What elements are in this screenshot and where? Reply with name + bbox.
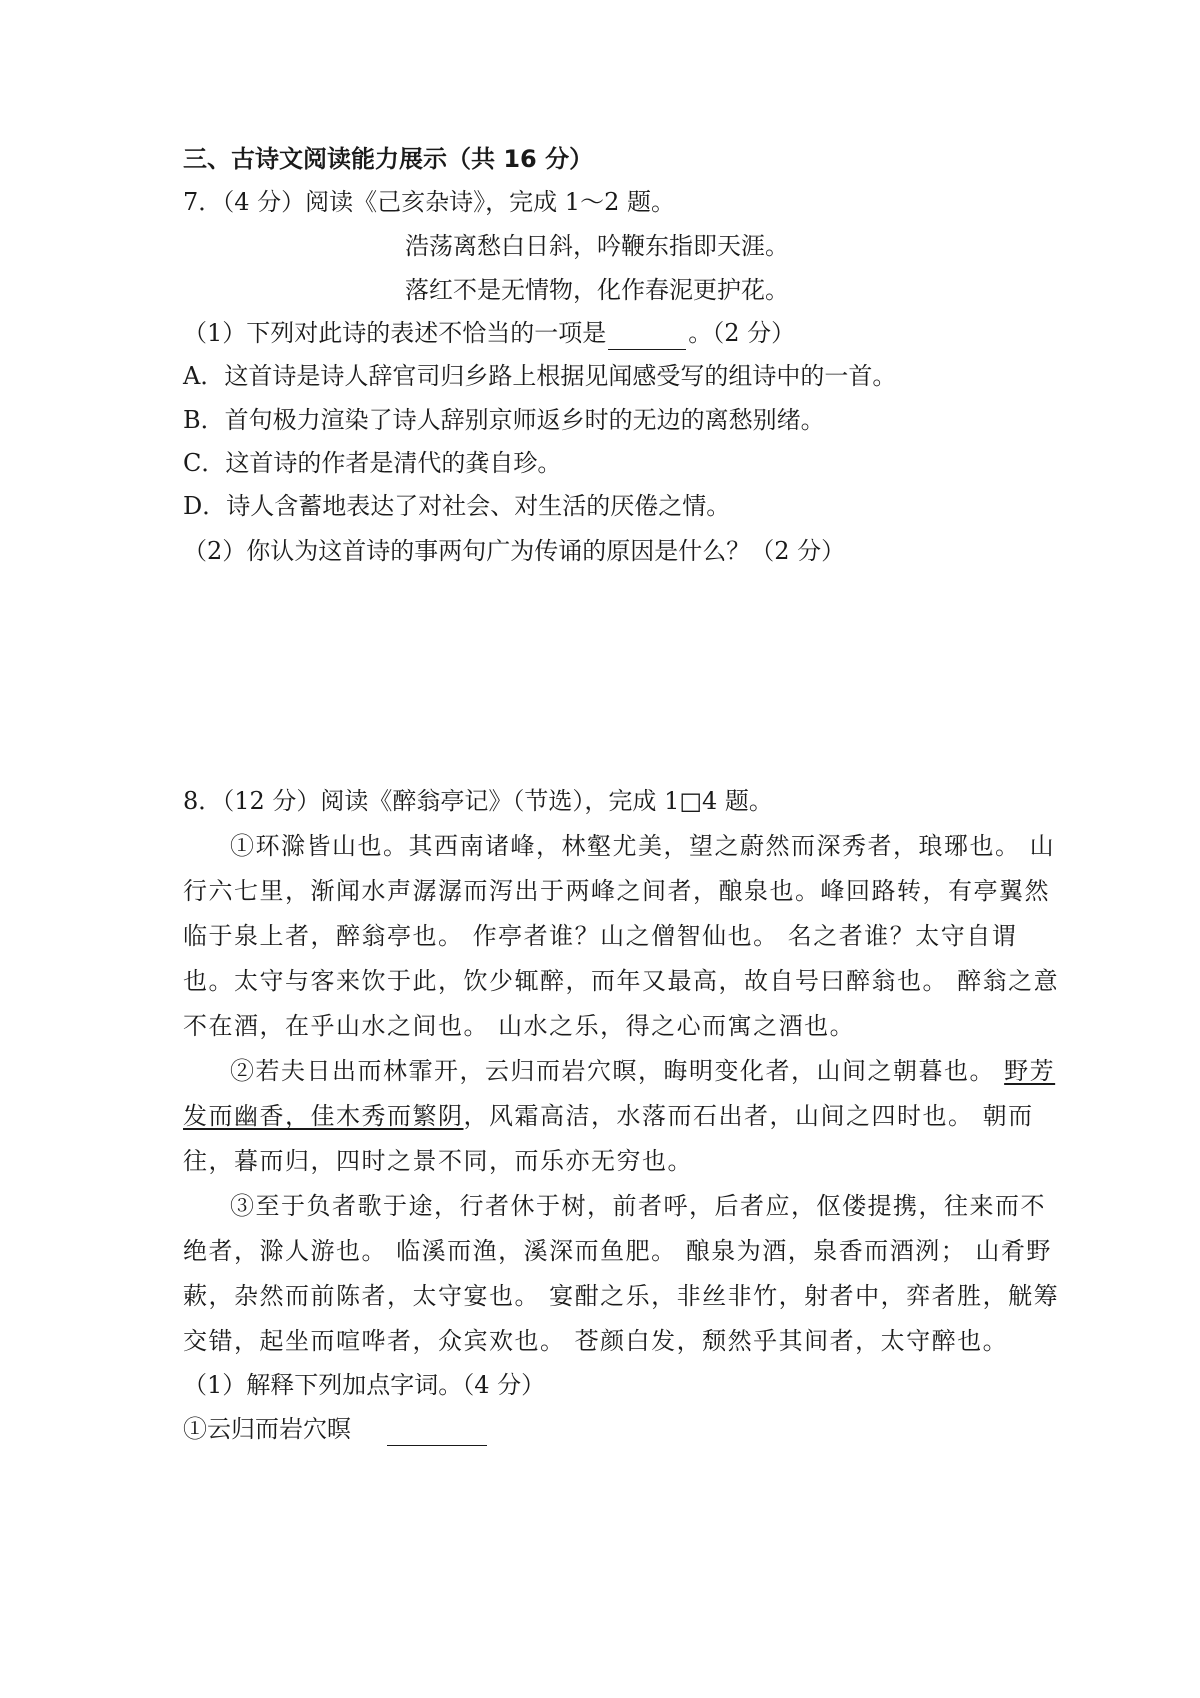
- passage-p1-line-5: 不在酒，在乎山水之间也。 山水之乐，得之心而寓之酒也。: [183, 1012, 856, 1040]
- passage-p1-line-3: 临于泉上者，醉翁亭也。 作亭者谁？山之僧智仙也。 名之者谁？太守自谓: [183, 922, 1018, 950]
- question-8-item-1: [183, 1412, 489, 1446]
- passage-p3-line-2: 绝者，滁人游也。 临溪而渔，溪深而鱼肥。 酿泉为酒，泉香而酒洌； 山肴野: [183, 1237, 1052, 1265]
- option-b: B．首句极力渲染了诗人辞别京师返乡时的无边的离愁别绪。: [183, 406, 825, 434]
- sub1-text: （1）下列对此诗的表述不恰当的一项是: [183, 319, 607, 347]
- poem-line-2: 落红不是无情物，化作春泥更护花。: [405, 276, 789, 304]
- passage-p1-line-1: ①环滁皆山也。其西南诸峰，林壑尤美，望之蔚然而深秀者，琅琊也。 山: [230, 832, 1056, 860]
- answer-blank[interactable]: [387, 1419, 487, 1446]
- underlined-phrase: 发而幽香，佳木秀而繁阴: [183, 1102, 464, 1130]
- question-7-stem: 7．（4 分）阅读《己亥杂诗》，完成 1～2 题。: [183, 188, 675, 216]
- p2-text: ，风霜高洁，水落而石出者，山间之四时也。 朝而: [463, 1102, 1034, 1130]
- section-heading: 三、古诗文阅读能力展示（共 16 分）: [183, 145, 594, 173]
- p2-text: ②若夫日出而林霏开，云归而岩穴暝，晦明变化者，山间之朝暮也。: [230, 1057, 1005, 1085]
- underlined-phrase: 野芳: [1004, 1057, 1056, 1085]
- passage-p2-line-3: 往，暮而归，四时之景不同，而乐亦无穷也。: [183, 1147, 693, 1175]
- question-8-sub1: （1）解释下列加点字词。（4 分）: [183, 1371, 546, 1399]
- passage-p2-line-2: [183, 1099, 1034, 1133]
- option-c: C．这首诗的作者是清代的龚自珍。: [183, 449, 562, 477]
- passage-p3-line-1: ③至于负者歌于途，行者休于树，前者呼，后者应，伛偻提携，往来而不: [230, 1192, 1046, 1220]
- question-8-stem: 8．（12 分）阅读《醉翁亭记》（节选），完成 1□4 题。: [183, 787, 773, 815]
- answer-blank[interactable]: [608, 323, 686, 350]
- passage-p1-line-4: 也。太守与客来饮于此，饮少辄醉，而年又最高，故自号曰醉翁也。 醉翁之意: [183, 967, 1060, 995]
- item-text: ①云归而岩穴暝: [183, 1415, 351, 1443]
- sub1-score: 。（2 分）: [688, 319, 796, 347]
- passage-p3-line-3: 蔌，杂然而前陈者，太守宴也。 宴酣之乐，非丝非竹，射者中，弈者胜，觥筹: [183, 1282, 1060, 1310]
- question-7-sub1: [183, 316, 795, 350]
- poem-line-1: 浩荡离愁白日斜，吟鞭东指即天涯。: [405, 232, 789, 260]
- question-7-sub2: （2）你认为这首诗的事两句广为传诵的原因是什么？（2 分）: [183, 537, 846, 565]
- option-a: A．这首诗是诗人辞官司归乡路上根据见闻感受写的组诗中的一首。: [183, 362, 897, 390]
- option-d: D．诗人含蓄地表达了对社会、对生活的厌倦之情。: [183, 492, 731, 520]
- passage-p3-line-4: 交错，起坐而喧哗者，众宾欢也。 苍颜白发，颓然乎其间者，太守醉也。: [183, 1327, 1009, 1355]
- passage-p2-line-1: [230, 1054, 1070, 1088]
- passage-p1-line-2: 行六七里，渐闻水声潺潺而泻出于两峰之间者，酿泉也。峰回路转，有亭翼然: [183, 877, 1050, 905]
